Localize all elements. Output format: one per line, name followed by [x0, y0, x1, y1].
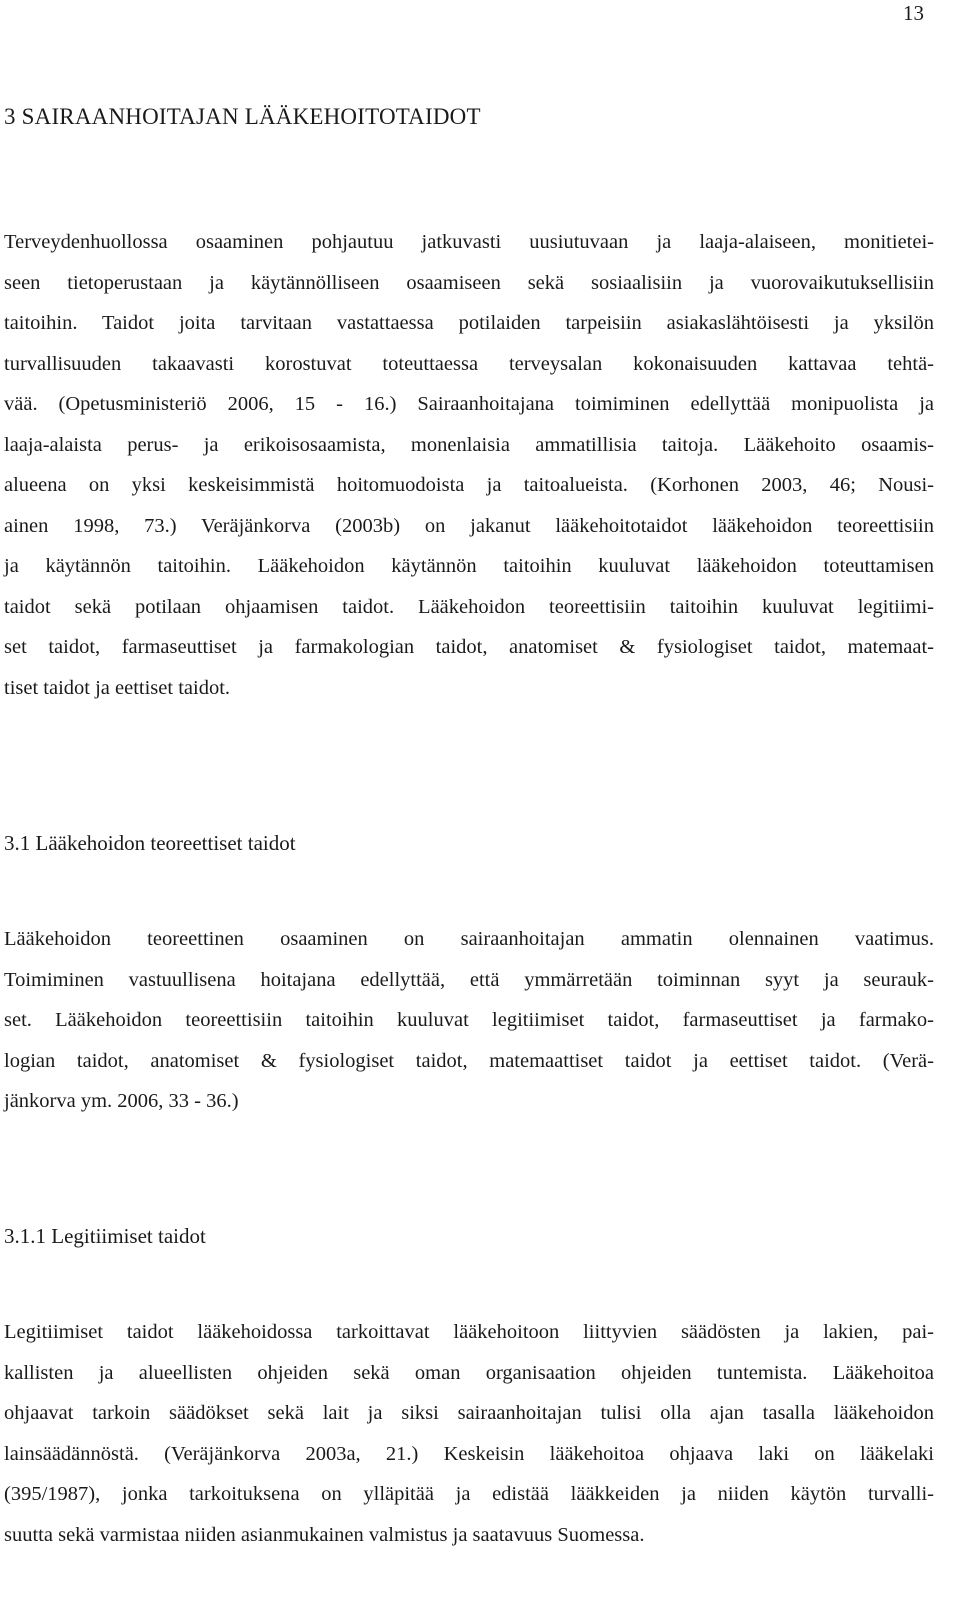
paragraph-line: lainsäädännöstä. (Veräjänkorva 2003a, 21.) Keskeisin lääkehoitoa ohjaava laki on lääkelaki — [4, 1442, 934, 1465]
paragraph-line: logian taidot, anatomiset & fysiologiset taidot, matemaattiset taidot ja eettiset taidot. (Verä- — [4, 1049, 934, 1072]
section-3-1-1-paragraph — [4, 1312, 934, 1555]
paragraph-line: Lääkehoidon teoreettinen osaaminen on sairaanhoitajan ammatin olennainen vaatimus. — [4, 928, 934, 950]
section-3-1-paragraph — [4, 919, 934, 1122]
paragraph-line: ohjaavat tarkoin säädökset sekä lait ja siksi sairaanhoitajan tulisi olla ajan tasalla lääkehoidon — [4, 1402, 934, 1424]
paragraph-line: tiset taidot ja eettiset taidot. — [4, 676, 231, 699]
section-title-3-1: 3.1 Lääkehoidon teoreettiset taidot — [4, 831, 296, 855]
paragraph-line: alueena on yksi keskeisimmistä hoitomuodoista ja taitoalueista. (Korhonen 2003, 46; Nousi- — [4, 474, 934, 496]
paragraph-line: Toimiminen vastuullisena hoitajana edellyttää, että ymmärretään toiminnan syyt ja seurauk- — [4, 968, 934, 991]
paragraph-line: jänkorva ym. 2006, 33 - 36.) — [4, 1090, 239, 1112]
section-title-3-1-1: 3.1.1 Legitiimiset taidot — [4, 1224, 206, 1248]
paragraph-line: ainen 1998, 73.) Veräjänkorva (2003b) on jakanut lääkehoitotaidot lääkehoidon teoreettisiin — [4, 514, 934, 537]
paragraph-line: vää. (Opetusministeriö 2006, 15 - 16.) Sairaanhoitajana toimiminen edellyttää monipuolista ja — [4, 393, 934, 415]
paragraph-line: (395/1987), jonka tarkoituksena on ylläpitää ja edistää lääkkeiden ja niiden käytön turvalli- — [4, 1483, 934, 1505]
paragraph-line: set taidot, farmaseuttiset ja farmakologian taidot, anatomiset & fysiologiset taidot, matemaat- — [4, 636, 934, 658]
paragraph-line: taitoihin. Taidot joita tarvitaan vastattaessa potilaiden tarpeisiin asiakaslähtöisesti ja yksilön — [4, 312, 934, 334]
paragraph-line: turvallisuuden takaavasti korostuvat toteuttaessa terveysalan kokonaisuuden kattavaa tehtä- — [4, 352, 934, 375]
paragraph-line: suutta sekä varmistaa niiden asianmukainen valmistus ja saatavuus Suomessa. — [4, 1523, 645, 1546]
paragraph-line: Legitiimiset taidot lääkehoidossa tarkoittavat lääkehoitoon liittyvien säädösten ja lakien, pai- — [4, 1321, 934, 1343]
paragraph-line: Terveydenhuollossa osaaminen pohjautuu jatkuvasti uusiutuvaan ja laaja-alaiseen, monitietei- — [4, 231, 934, 253]
paragraph-line: set. Lääkehoidon teoreettisiin taitoihin kuuluvat legitiimiset taidot, farmaseuttiset ja farmako- — [4, 1009, 934, 1031]
chapter-title: 3 SAIRAANHOITAJAN LÄÄKEHOITOTAIDOT — [4, 104, 481, 129]
paragraph-line: laaja-alaista perus- ja erikoisosaamista, monenlaisia ammatillisia taitoja. Lääkehoito osaamis- — [4, 433, 934, 456]
paragraph-line: kallisten ja alueellisten ohjeiden sekä oman organisaation ohjeiden tuntemista. Lääkehoitoa — [4, 1361, 934, 1384]
paragraph-line: taidot sekä potilaan ohjaamisen taidot. Lääkehoidon teoreettisiin taitoihin kuuluvat legitiimi- — [4, 595, 934, 618]
paragraph-line: ja käytännön taitoihin. Lääkehoidon käytännön taitoihin kuuluvat lääkehoidon toteuttamisen — [4, 555, 934, 577]
page-number: 13 — [903, 1, 924, 25]
paragraph-line: seen tietoperustaan ja käytännölliseen osaamiseen sekä sosiaalisiin ja vuorovaikutuksellisiin — [4, 271, 934, 294]
chapter-paragraph — [4, 222, 934, 708]
